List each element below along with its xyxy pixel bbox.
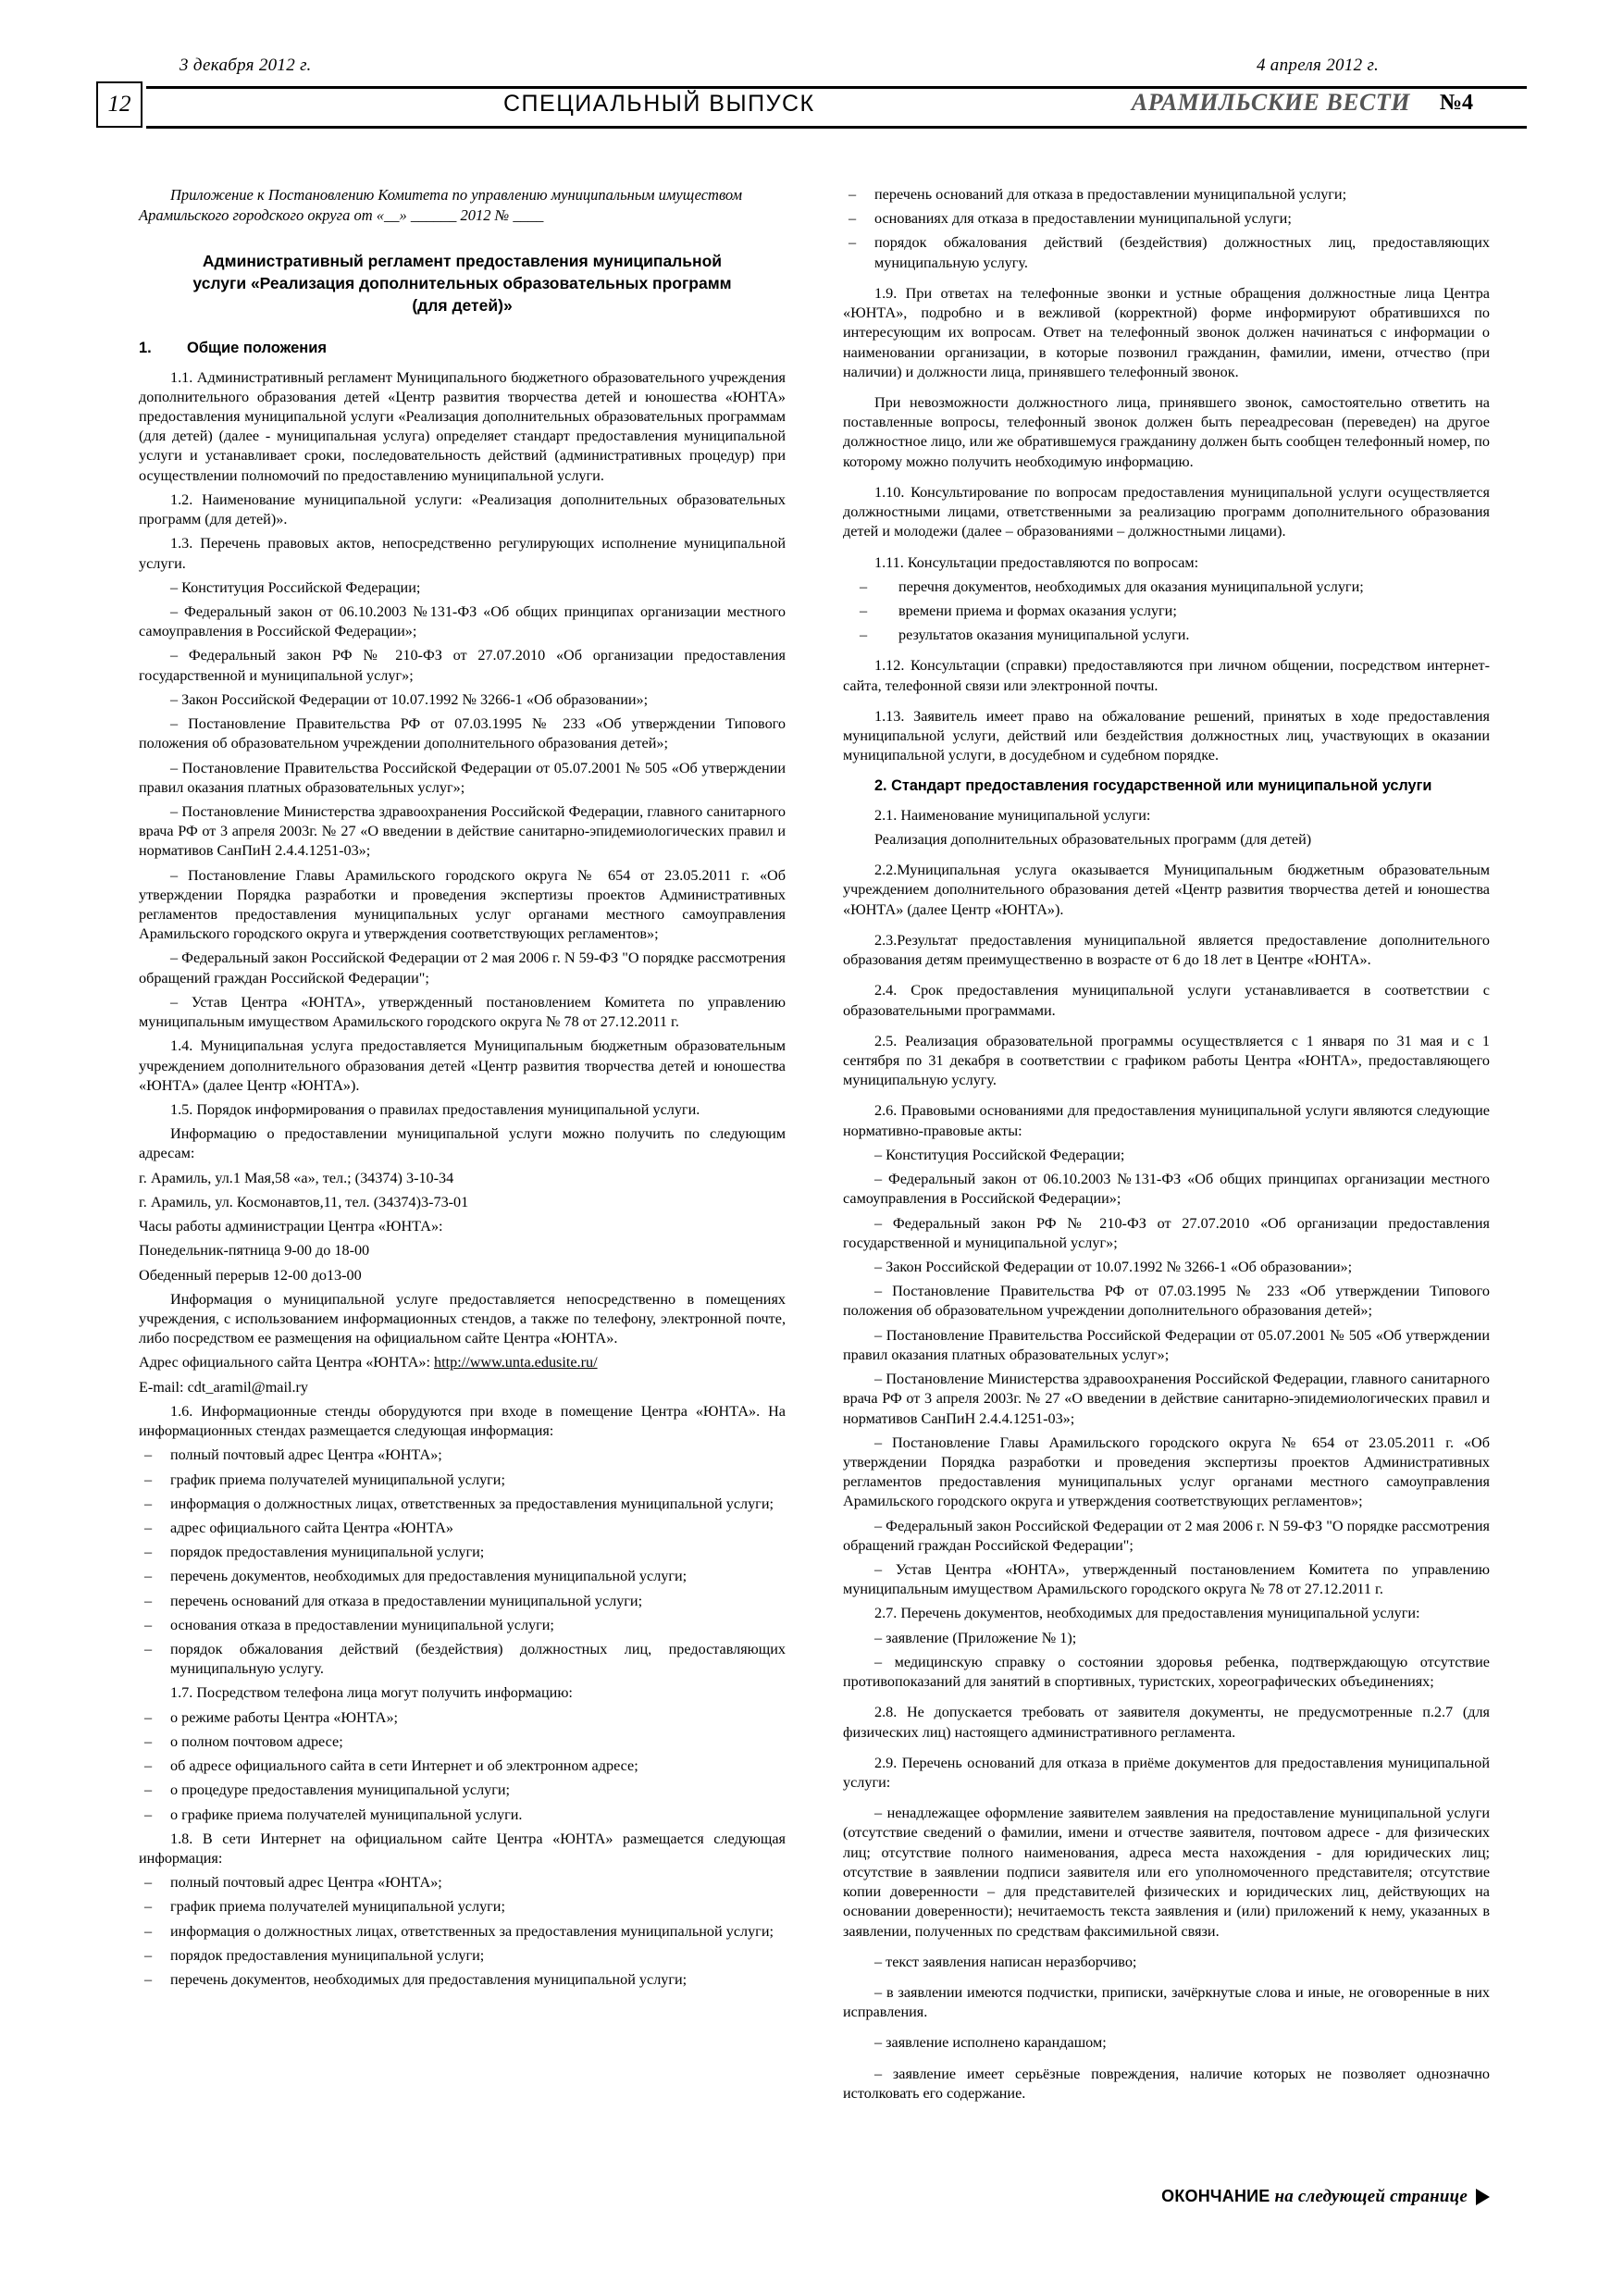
paragraph-1-7: 1.7. Посредством телефона лица могут получить информацию:	[170, 1684, 573, 1702]
triangle-right-icon	[1476, 2189, 1490, 2205]
dash-marker: –	[860, 627, 868, 644]
law-item: – Постановление Министерства здравоохранения Российской Федерации, главного санитарного врача РФ от 3 апреля 2003г. № 27 «О введении в действие санитарно-эпидемиологических правил и нормативов СанПиН 2.4.4.1251-03»;	[139, 802, 786, 860]
article-columns	[139, 185, 1490, 2108]
spacer	[843, 477, 1490, 483]
law-item: – Постановление Правительства Российской Федерации от 05.07.2001 № 505 «Об утверждении правил оказания платных образовательных услуг»;	[843, 1326, 1490, 1363]
left-column	[139, 185, 786, 2108]
paragraph-1-3: 1.3. Перечень правовых актов, непосредственно регулирующих исполнение муниципальной услуги.	[139, 535, 786, 572]
list-item	[843, 233, 1490, 272]
law-item: – Постановление Правительства Российской Федерации от 05.07.2001 № 505 «Об утверждении правил оказания платных образовательных услуг»;	[139, 759, 786, 796]
section-2-heading: 2. Стандарт предоставления государственной или муниципальной услуги	[874, 777, 1432, 795]
paragraph-1-2: 1.2. Наименование муниципальной услуги: «Реализация дополнительных образовательных программ (для детей)».	[139, 490, 786, 528]
list-item	[139, 1616, 786, 1635]
issue-date-right: 4 апреля 2012 г.	[1256, 56, 1379, 75]
document-item: – медицинскую справку о состоянии здоровья ребенка, подтверждающую отсутствие противопоказаний для занятий в спортивных, туристских, хореографических объединениях;	[843, 1653, 1490, 1691]
dash-marker: –	[849, 186, 857, 203]
continuation-bold: ОКОНЧАНИЕ	[1161, 2187, 1270, 2205]
list-item	[139, 1806, 786, 1825]
spacer	[843, 1977, 1490, 1983]
spacer	[843, 278, 1490, 284]
service-name-value: Реализация дополнительных образовательных программ (для детей)	[874, 831, 1312, 849]
refusal-item: – ненадлежащее оформление заявителем заявления на предоставление муниципальной услуги (отсутствие сведений о фамилии, имени и отчестве заявителя, почтовом адресе - для физических лиц; отсутствие полного наименования, адреса места нахождения - для юридических лиц; отсутствие в заявлении подписи заявителя или его уполномоченного представителя; отсутствие копии доверенности – для представителей физических и юридических лиц, действующих на основании доверенности); нечитаемость текста заявления и (или) приложений к нему, указанных в заявлении, полученных по средствам факсимильной связи.	[843, 1805, 1490, 1940]
masthead-rule-bottom	[146, 126, 1527, 129]
list-item	[843, 209, 1490, 229]
section-1-number: 1.	[139, 339, 152, 356]
info-availability-paragraph: Информация о муниципальной услуге предоставляется непосредственно в помещениях учреждения, с использованием информационных стендов, а также по телефону, электронной почте, либо посредством ее размещения на официальном сайте Центра «ЮНТА».	[139, 1290, 786, 1347]
contact-address-1: г. Арамиль, ул.1 Мая,58 «а», тел.; (34374) 3-10-34	[139, 1169, 454, 1186]
spacer	[843, 650, 1490, 656]
list-item-text: времени приема и формах оказания услуги;	[898, 602, 1177, 619]
official-site-label: Адрес официального сайта Центра «ЮНТА»:	[139, 1354, 435, 1371]
paragraph-2-7: 2.7. Перечень документов, необходимых для предоставления муниципальной услуги:	[874, 1605, 1420, 1622]
list-item-text: порядок обжалования действий (бездействия) должностных лиц, предоставляющих муниципальную услугу.	[170, 1641, 786, 1678]
law-item: – Постановление Правительства РФ от 07.03.1995 № 233 «Об утверждении Типового положения об образовательном учреждении дополнительного образования детей»;	[843, 1283, 1490, 1320]
list-item-text: о полном почтовом адресе;	[170, 1732, 343, 1750]
spacer	[843, 925, 1490, 931]
list-item-text: результатов оказания муниципальной услуги.	[898, 627, 1190, 644]
list-item-text: информация о должностных лицах, ответственных за предоставления муниципальной услуги;	[170, 1495, 774, 1512]
spacer	[843, 1696, 1490, 1703]
spacer	[843, 1946, 1490, 1953]
law-item: – Федеральный закон Российской Федерации от 2 мая 2006 г. N 59-ФЗ "О порядке рассмотрения обращений граждан Российской Федерации";	[843, 1517, 1490, 1554]
dash-marker: –	[144, 1874, 153, 1892]
right-column	[843, 185, 1490, 2108]
work-hours-label: Часы работы администрации Центра «ЮНТА»:	[139, 1218, 443, 1235]
list-item-text: перечня документов, необходимых для оказания муниципальной услуги;	[898, 577, 1364, 595]
law-item: – Закон Российской Федерации от 10.07.1992 № 3266-1 «Об образовании»;	[170, 690, 649, 708]
list-item-text: график приема получателей муниципальной услуги;	[170, 1898, 505, 1916]
issue-date-left: 3 декабря 2012 г.	[180, 56, 312, 75]
dash-marker: –	[144, 1781, 153, 1799]
list-item-text: график приема получателей муниципальной услуги;	[170, 1471, 505, 1488]
paragraph-1-13: 1.13. Заявитель имеет право на обжалование решений, принятых в ходе предоставления муниципальной услуги, действий или бездействия должностных лиц, участвующих в оказании муниципальной услуги, в досудебном и судебном порядке.	[843, 707, 1490, 764]
dash-marker: –	[144, 1495, 153, 1512]
dash-marker: –	[144, 1732, 153, 1750]
document-title: Административный регламент предоставления муниципальной услуги «Реализация дополнительных образовательных программ (для детей)»	[192, 251, 732, 315]
official-site-link[interactable]: http://www.unta.edusite.ru/	[434, 1354, 598, 1371]
list-item	[139, 1471, 786, 1490]
email-line: E-mail: cdt_aramil@mail.ry	[139, 1378, 309, 1396]
continuation-banner	[1161, 2187, 1490, 2207]
paragraph-2-4: 2.4. Срок предоставления муниципальной услуги устанавливается в соответствии с образовательными программами.	[843, 982, 1490, 1019]
dash-marker: –	[144, 1471, 153, 1488]
list-item	[843, 577, 1490, 597]
contact-address-2: г. Арамиль, ул. Космонавтов,11, тел. (34374)3-73-01	[139, 1193, 469, 1210]
law-item: – Постановление Министерства здравоохранения Российской Федерации, главного санитарного врача РФ от 3 апреля 2003г. № 27 «О введении в действие санитарно-эпидемиологических правил и нормативов СанПиН 2.4.4.1251-03»;	[843, 1371, 1490, 1427]
paragraph-1-1: 1.1. Административный регламент Муниципального бюджетного образовательного учреждения дополнительного образования детей «Центр развития творчества детей и юношества «ЮНТА» предоставления муниципальной услуги «Реализация дополнительных образовательных программам (для детей) (далее - муниципальная услуга) определяет стандарт предоставления муниципальной услуги и устанавливает сроки, последовательность действий (административных процедур) при осуществлении полномочий по предоставлению муниципальной услуги.	[139, 368, 786, 484]
dash-marker: –	[849, 234, 857, 252]
official-site-line	[139, 1353, 786, 1372]
work-hours-lunch: Обеденный перерыв 12-00 до13-00	[139, 1266, 362, 1284]
work-hours-weekdays: Понедельник-пятница 9-00 до 18-00	[139, 1242, 370, 1260]
list-item-text: перечень оснований для отказа в предоставлении муниципальной услуги;	[170, 1592, 643, 1609]
paragraph-1-10: 1.10. Консультирование по вопросам предоставления муниципальной услуги осуществляется должностными лицами, ответственными за реализацию программ дополнительного образования детей и молодежи (далее – образованиями – должностными лицами).	[843, 483, 1490, 540]
paragraph-1-8: 1.8. В сети Интернет на официальном сайте Центра «ЮНТА» размещается следующая информация:	[139, 1830, 786, 1867]
paragraph-2-1: 2.1. Наименование муниципальной услуги:	[874, 806, 1151, 824]
list-item-text: о режиме работы Центра «ЮНТА»;	[170, 1708, 399, 1726]
spacer	[843, 1025, 1490, 1032]
dash-marker: –	[144, 1616, 153, 1633]
refusal-item: – заявление имеет серьёзные повреждения, наличие которых не позволяет однозначно истолковать его содержание.	[843, 2065, 1490, 2102]
spacer	[843, 974, 1490, 981]
list-item	[139, 1708, 786, 1728]
dash-marker: –	[144, 1592, 153, 1609]
spacer	[843, 387, 1490, 393]
dash-marker: –	[144, 1519, 153, 1536]
spacer	[843, 1095, 1490, 1101]
continuation-text	[1161, 2187, 1468, 2207]
list-item	[139, 1567, 786, 1586]
list-item-text: перечень документов, необходимых для предоставления муниципальной услуги;	[170, 1568, 688, 1585]
issue-number: №4	[1434, 91, 1479, 116]
dash-marker: –	[144, 1446, 153, 1464]
dash-marker: –	[144, 1641, 153, 1658]
list-item	[139, 1592, 786, 1611]
list-item	[139, 1543, 786, 1562]
list-item	[139, 1446, 786, 1465]
dash-marker: –	[144, 1708, 153, 1726]
list-item	[843, 626, 1490, 645]
spacer	[843, 701, 1490, 707]
paragraph-1-11: 1.11. Консультации предоставляются по вопросам:	[874, 553, 1199, 571]
dash-marker: –	[144, 1946, 153, 1964]
contacts-intro: Информацию о предоставлении муниципальной услуги можно получить по следующим адресам:	[139, 1125, 786, 1162]
refusal-item: – в заявлении имеются подчистки, приписки, зачёркнутые слова и иные, не оговоренные в них исправления.	[843, 1983, 1490, 2021]
special-issue-title: СПЕЦИАЛЬНЫЙ ВЫПУСК	[494, 91, 824, 118]
law-item: – Постановление Правительства РФ от 07.03.1995 № 233 «Об утверждении Типового положения об образовательном учреждении дополнительного образования детей»;	[139, 715, 786, 752]
paragraph-1-6: 1.6. Информационные стенды оборудуются при входе в помещение Центра «ЮНТА». На информационных стендах размещается следующая информация:	[139, 1402, 786, 1440]
list-item	[139, 1495, 786, 1514]
law-item: – Федеральный закон РФ № 210-ФЗ от 27.07.2010 «Об организации предоставления государственной и муниципальной услуг»;	[139, 647, 786, 684]
list-item-text: перечень документов, необходимых для предоставления муниципальной услуги;	[170, 1971, 688, 1989]
spacer	[843, 2058, 1490, 2065]
law-item: – Конституция Российской Федерации;	[170, 578, 421, 596]
newspaper-brand: АРАМИЛЬСКИЕ ВЕСТИ	[1124, 89, 1418, 117]
list-item-text: порядок предоставления муниципальной услуги;	[170, 1946, 485, 1964]
dash-marker: –	[144, 1568, 153, 1585]
law-item: – Федеральный закон Российской Федерации от 2 мая 2006 г. N 59-ФЗ "О порядке рассмотрения обращений граждан Российской Федерации";	[139, 949, 786, 987]
section-1-heading	[139, 339, 786, 359]
list-item	[843, 185, 1490, 205]
list-item	[139, 1897, 786, 1917]
dash-marker: –	[144, 1922, 153, 1940]
law-item: – Федеральный закон РФ № 210-ФЗ от 27.07.2010 «Об организации предоставления государственной и муниципальной услуг»;	[843, 1214, 1490, 1251]
dash-marker: –	[144, 1971, 153, 1989]
list-item-text: об адресе официального сайта в сети Интернет и об электронном адресе;	[170, 1757, 638, 1775]
list-item-text: основания отказа в предоставлении муниципальной услуги;	[170, 1616, 554, 1633]
list-item	[139, 1970, 786, 1990]
law-item: – Постановление Главы Арамильского городского округа № 654 от 23.05.2011 г. «Об утверждении Порядка разработки и проведения экспертизы проектов Административных регламентов предоставления муниципальных услуг органами местного самоуправления Арамильского городского округа и утверждения соответствующих регламентов»;	[843, 1433, 1490, 1510]
continuation-italic: на следующей странице	[1270, 2187, 1468, 2206]
list-item	[843, 602, 1490, 621]
appendix-note: Приложение к Постановлению Комитета по управлению муниципальным имуществом Арамильского городского округа от «__» ______ 2012 № ____	[139, 186, 743, 224]
paragraph-1-9: 1.9. При ответах на телефонные звонки и устные обращения должностные лица Центра «ЮНТА», подробно и в вежливой (корректной) форме информируют обратившихся по интересующим их вопросам. Ответ на телефонный звонок должен начинаться с информации о наименовании организации, в которые позвонил гражданин, фамилии, имени, отчество (при наличии) и должности лица, принявшего телефонный звонок.	[843, 284, 1490, 380]
list-item	[139, 1732, 786, 1752]
dash-marker: –	[860, 602, 868, 619]
list-item-text: порядок обжалования действий (бездействия) должностных лиц, предоставляющих муниципальную услугу.	[874, 234, 1490, 271]
law-item: – Постановление Главы Арамильского городского округа № 654 от 23.05.2011 г. «Об утверждении Порядка разработки и проведения экспертизы проектов Административных регламентов предоставления муниципальных услуг органами местного самоуправления Арамильского городского округа и утверждения соответствующих регламентов»;	[139, 866, 786, 943]
list-item	[139, 1946, 786, 1966]
law-item: – Федеральный закон от 06.10.2003 №131-ФЗ «Об общих принципах организации местного самоуправления в Российской Федерации»;	[139, 602, 786, 640]
list-item-text: перечень оснований для отказа в предоставлении муниципальной услуги;	[874, 186, 1347, 203]
dash-marker: –	[849, 210, 857, 228]
list-item-text: адрес официального сайта Центра «ЮНТА»	[170, 1519, 453, 1536]
list-item	[139, 1781, 786, 1800]
dash-marker: –	[144, 1757, 153, 1775]
paragraph-1-12: 1.12. Консультации (справки) предоставляются при личном общении, посредством интернет-сайта, телефонной связи или электронной почты.	[843, 657, 1490, 694]
page-number: 12	[96, 81, 142, 128]
document-item: – заявление (Приложение № 1);	[874, 1629, 1077, 1646]
refusal-item: – заявление исполнено карандашом;	[874, 2034, 1107, 2052]
paragraph-2-5: 2.5. Реализация образовательной программы осуществляется с 1 января по 31 мая и с 1 сентября по 31 декабря в соответствии с графиком работы Центра «ЮНТА», предоставляющего муниципальную услугу.	[843, 1032, 1490, 1089]
masthead	[96, 56, 1527, 139]
spacer	[843, 2027, 1490, 2033]
list-item-text: порядок предоставления муниципальной услуги;	[170, 1544, 485, 1561]
list-item-text: информация о должностных лицах, ответственных за предоставления муниципальной услуги;	[170, 1922, 774, 1940]
dash-marker: –	[144, 1544, 153, 1561]
dash-marker: –	[860, 577, 868, 595]
list-item-text: полный почтовый адрес Центра «ЮНТА»;	[170, 1446, 442, 1464]
spacer	[843, 854, 1490, 861]
list-item-text: о процедуре предоставления муниципальной услуги;	[170, 1781, 511, 1799]
law-item: – Устав Центра «ЮНТА», утвержденный постановлением Комитета по управлению муниципальным имуществом Арамильского городского округа № 78 от 27.12.2011 г.	[843, 1561, 1490, 1598]
spacer	[843, 1797, 1490, 1804]
law-item: – Закон Российской Федерации от 10.07.1992 № 3266-1 «Об образовании»;	[874, 1258, 1353, 1275]
list-item-text: основаниях для отказа в предоставлении муниципальной услуги;	[874, 210, 1292, 228]
paragraph-2-2: 2.2.Муниципальная услуга оказывается Муниципальным бюджетным образовательным учреждением дополнительного образования детей «Центр развития творчества детей и юношества «ЮНТА» (далее Центр «ЮНТА»).	[843, 862, 1490, 918]
dash-marker: –	[144, 1806, 153, 1823]
list-item	[139, 1519, 786, 1538]
paragraph-1-4: 1.4. Муниципальная услуга предоставляется Муниципальным бюджетным образовательным учреждением дополнительного образования детей «Центр развития творчества детей и юношества «ЮНТА» (далее Центр «ЮНТА»).	[139, 1037, 786, 1094]
law-item: – Конституция Российской Федерации;	[874, 1146, 1125, 1163]
refusal-item: – текст заявления написан неразборчиво;	[874, 1953, 1137, 1970]
paragraph-1-5: 1.5. Порядок информирования о правилах предоставления муниципальной услуги.	[170, 1101, 700, 1118]
list-item	[139, 1756, 786, 1776]
list-item	[139, 1922, 786, 1942]
paragraph-1-9b: При невозможности должностного лица, принявшего звонок, самостоятельно ответить на поставленные вопросы, телефонный звонок должен быть переадресован (переведен) на другое должностное лицо, или же обратившемуся гражданину должен быть сообщен телефонный номер, по которому можно получить необходимую информацию.	[843, 393, 1490, 470]
dash-marker: –	[144, 1898, 153, 1916]
paragraph-2-9: 2.9. Перечень оснований для отказа в приёме документов для предоставления муниципальной услуги:	[843, 1754, 1490, 1791]
spacer	[843, 1747, 1490, 1754]
list-item-text: о графике приема получателей муниципальной услуги.	[170, 1806, 523, 1823]
paragraph-2-8: 2.8. Не допускается требовать от заявителя документы, не предусмотренные п.2.7 (для физических лиц) настоящего административного регламента.	[843, 1704, 1490, 1741]
law-item: – Устав Центра «ЮНТА», утвержденный постановлением Комитета по управлению муниципальным имуществом Арамильского городского округа № 78 от 27.12.2011 г.	[139, 993, 786, 1031]
list-item	[139, 1873, 786, 1893]
list-item	[139, 1640, 786, 1679]
law-item: – Федеральный закон от 06.10.2003 №131-ФЗ «Об общих принципах организации местного самоуправления в Российской Федерации»;	[843, 1171, 1490, 1208]
paragraph-2-3: 2.3.Результат предоставления муниципальной является предоставление дополнительного образования детям преимущественно в возрасте от 6 до 18 лет в Центре «ЮНТА».	[843, 931, 1490, 969]
list-item-text: полный почтовый адрес Центра «ЮНТА»;	[170, 1874, 442, 1892]
paragraph-2-6: 2.6. Правовыми основаниями для предоставления муниципальной услуги являются следующие нормативно-правовые акты:	[843, 1102, 1490, 1139]
section-1-title: Общие положения	[187, 339, 328, 356]
spacer	[843, 547, 1490, 553]
